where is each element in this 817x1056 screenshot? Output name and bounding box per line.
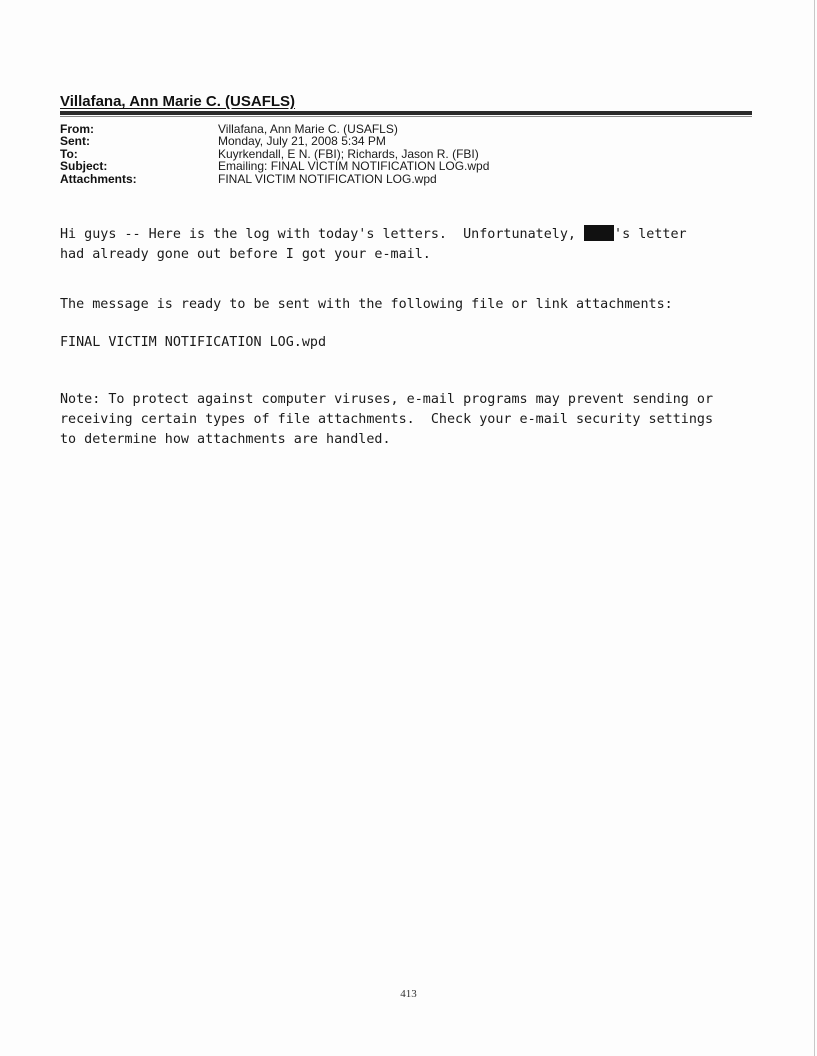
redaction-block xyxy=(584,225,614,241)
header-row-sent xyxy=(60,135,760,147)
header-value: Villafana, Ann Marie C. (USAFLS) xyxy=(218,122,398,136)
header-label: To: xyxy=(60,146,78,161)
heading-rule-thin xyxy=(60,116,752,117)
body-paragraph-intro xyxy=(60,225,687,265)
body-line-1-end: 's letter xyxy=(614,227,687,242)
header-value: Monday, July 21, 2008 5:34 PM xyxy=(218,134,386,149)
note-line: Note: To protect against computer viruses, e-mail programs may prevent sending or xyxy=(60,392,714,407)
attachment-name: FINAL VICTIM NOTIFICATION LOG.wpd xyxy=(60,335,327,350)
header-label: Sent: xyxy=(60,134,90,149)
note-line: receiving certain types of file attachments. Check your e-mail security settings xyxy=(60,412,714,427)
header-value: Emailing: FINAL VICTIM NOTIFICATION LOG.wpd xyxy=(218,159,490,174)
header-value: Kuyrkendall, E N. (FBI); Richards, Jason R. (FBI) xyxy=(218,146,479,161)
page-number: 413 xyxy=(400,988,417,1000)
page-edge-line xyxy=(814,0,815,1056)
body-line-2: had already gone out before I got your e-mail. xyxy=(60,247,431,262)
heading-rule xyxy=(60,111,752,115)
header-value: FINAL VICTIM NOTIFICATION LOG.wpd xyxy=(218,171,437,186)
sender-heading: Villafana, Ann Marie C. (USAFLS) xyxy=(60,93,296,110)
header-row-from xyxy=(60,123,760,135)
email-headers xyxy=(60,123,760,185)
header-row-attachments xyxy=(60,173,760,185)
header-label: Subject: xyxy=(60,159,108,174)
body-line-1-start: Hi guys -- Here is the log with today's letters. Unfortunately, xyxy=(60,227,585,242)
header-row-subject xyxy=(60,160,760,172)
header-label: Attachments: xyxy=(60,171,137,186)
header-label: From: xyxy=(60,122,94,136)
ready-message: The message is ready to be sent with the following file or link attachments: xyxy=(60,297,673,312)
note-line: to determine how attachments are handled. xyxy=(60,432,391,447)
security-note xyxy=(60,390,713,450)
